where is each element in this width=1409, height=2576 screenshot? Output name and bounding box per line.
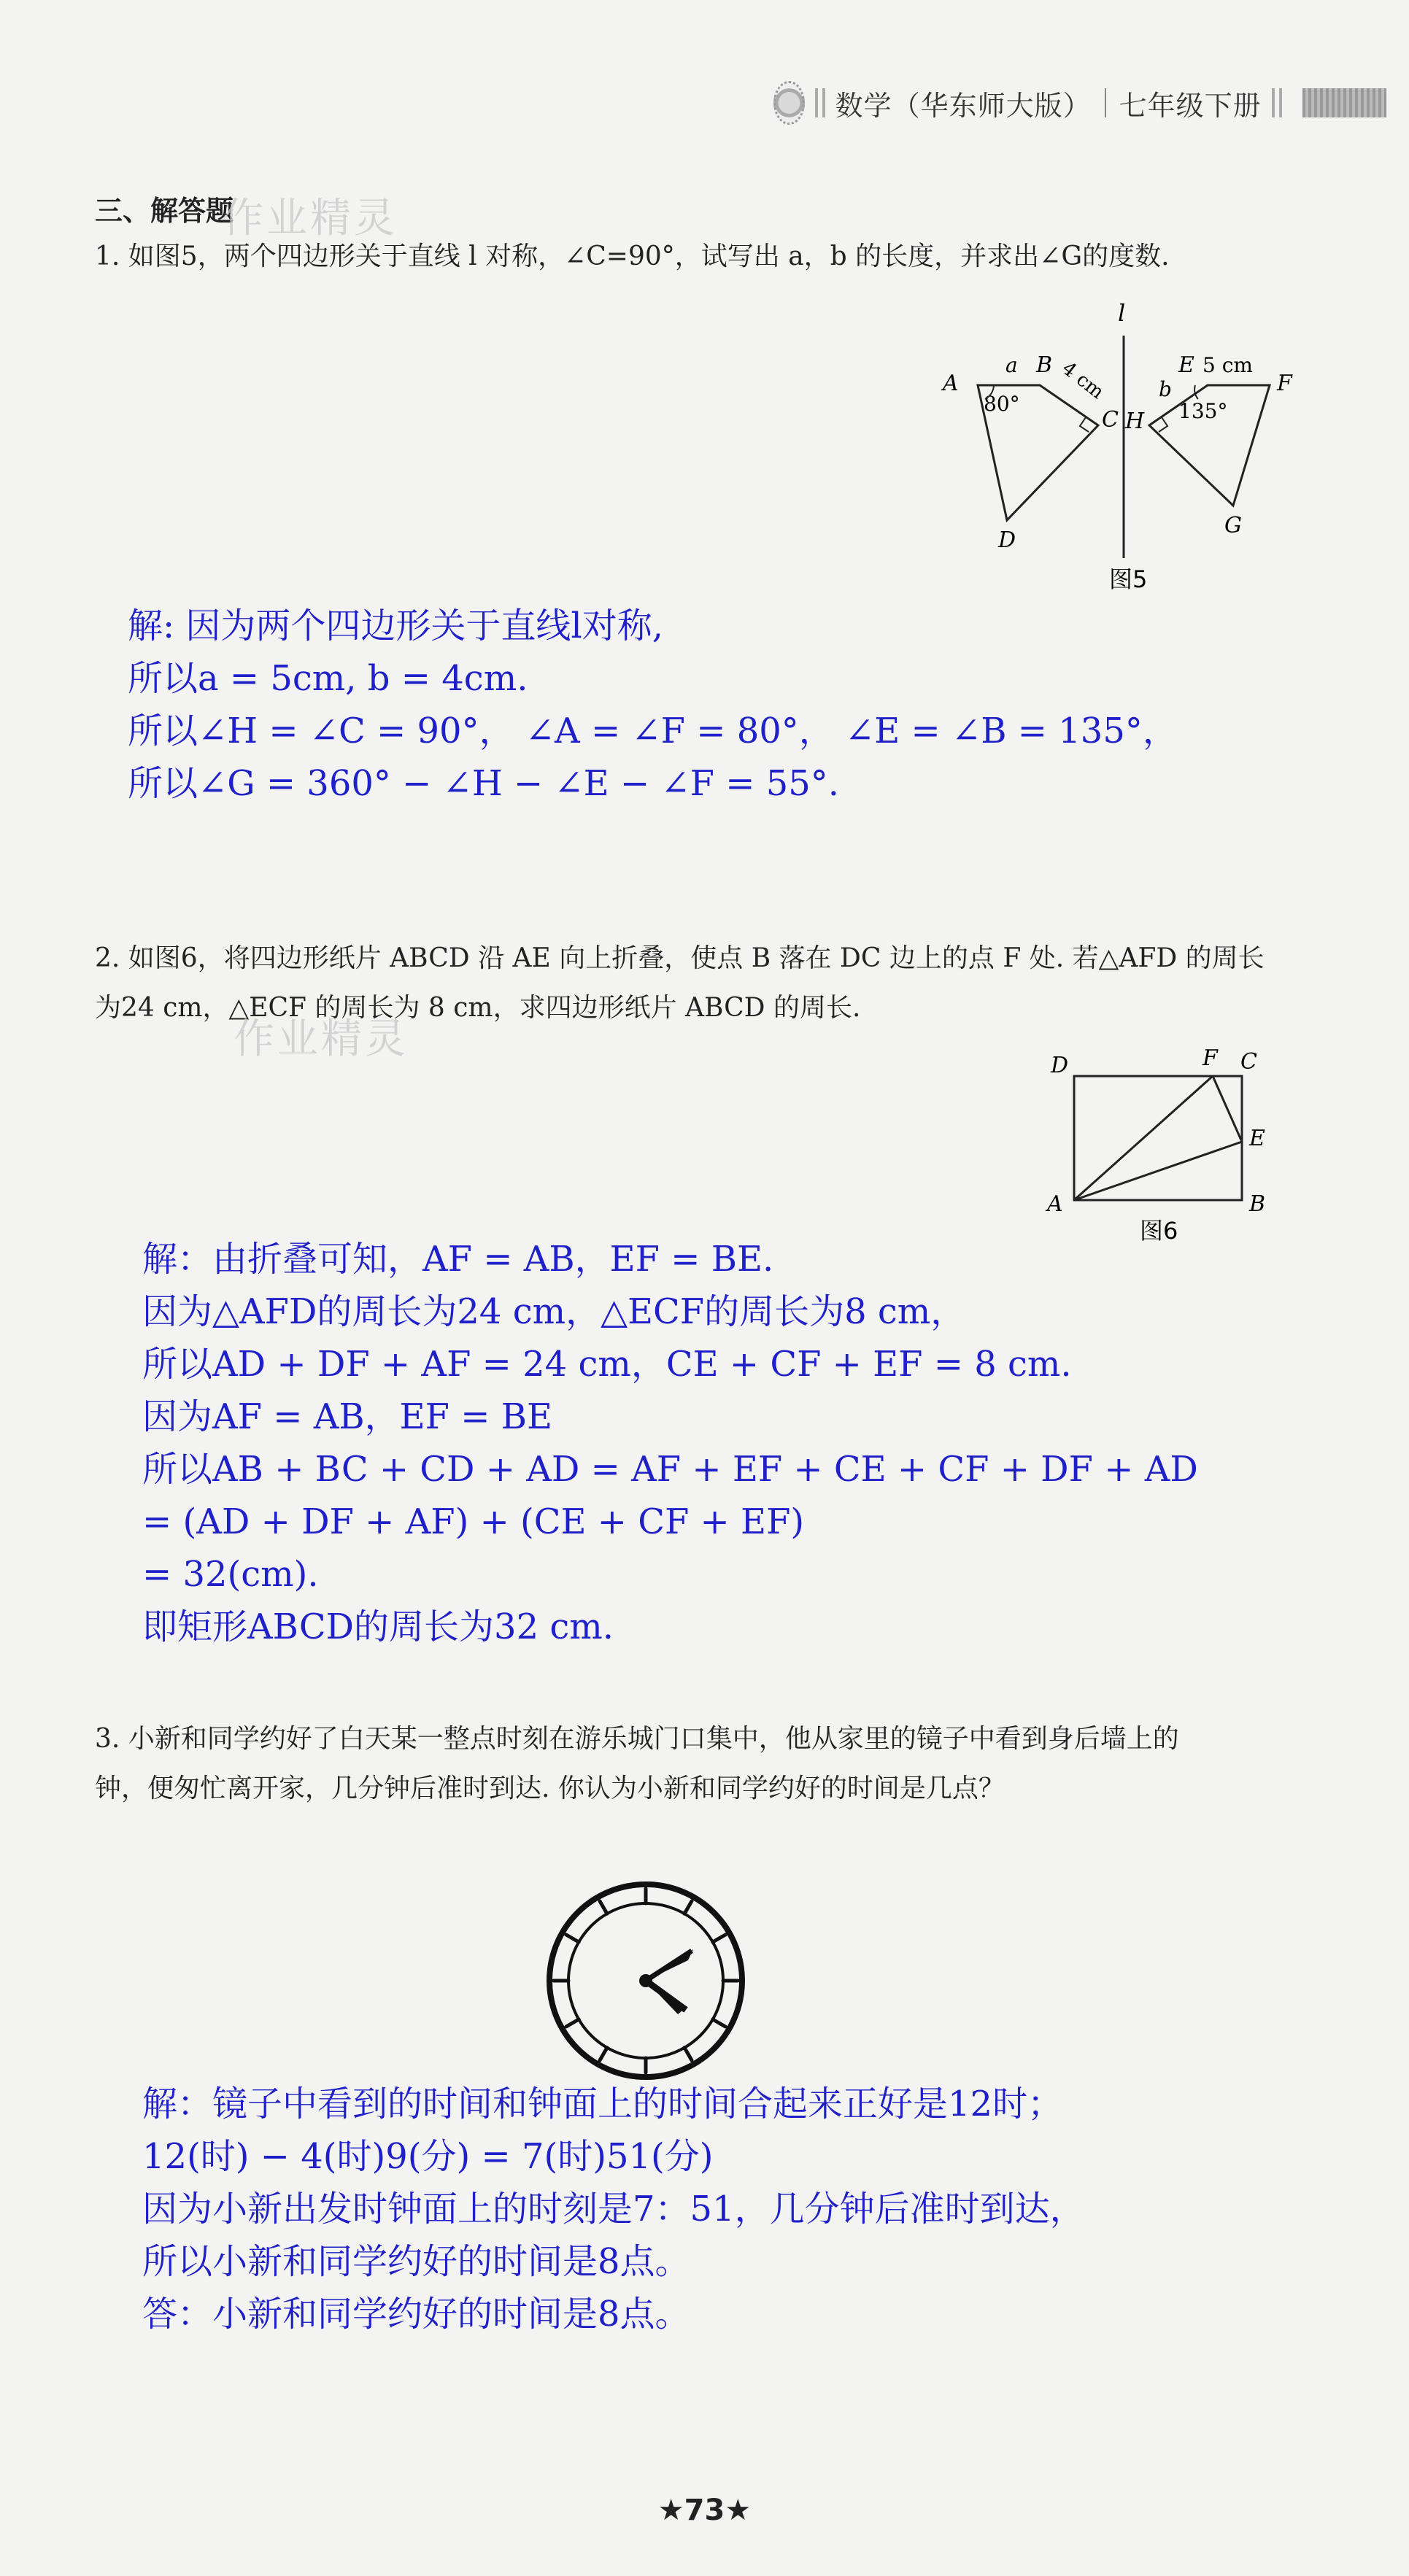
page-header bbox=[773, 77, 1386, 129]
header-divider-bars bbox=[815, 88, 825, 117]
q3-answer-line: 答：小新和同学约好的时间是8点。 bbox=[142, 2294, 690, 2335]
fig6-label-F: F bbox=[1203, 1045, 1218, 1071]
fig5-label-F: F bbox=[1277, 371, 1292, 396]
fig6-label-B: B bbox=[1249, 1191, 1266, 1217]
watermark: 作业精灵 bbox=[223, 195, 398, 242]
q1-answer-line: 所以a = 5cm, b = 4cm. bbox=[128, 658, 528, 699]
q2-answer-line: 因为△AFD的周长为24 cm，△ECF的周长为8 cm， bbox=[142, 1291, 966, 1332]
clock-tick bbox=[600, 2048, 607, 2060]
q2-answer-line: 所以AD + DF + AF = 24 cm，CE + CF + EF = 8 cm. bbox=[142, 1344, 1072, 1385]
header-grade: 七年级下册 bbox=[1119, 89, 1262, 122]
fig5-label-5cm: 5 cm bbox=[1203, 353, 1253, 377]
q2-text-line: 2. 如图6，将四边形纸片 ABCD 沿 AE 向上折叠，使点 B 落在 DC 边上的点 F 处. 若△AFD 的周长 bbox=[95, 943, 1265, 973]
figure-6 bbox=[1036, 1036, 1284, 1248]
fig5-label-C: C bbox=[1102, 407, 1119, 433]
question-3-text bbox=[95, 1714, 1179, 1814]
fig5-label-E: E bbox=[1178, 352, 1194, 378]
clock-tick bbox=[566, 2019, 579, 2027]
fig5-label-b: b bbox=[1159, 377, 1172, 401]
fig5-label-G: G bbox=[1224, 513, 1242, 538]
clock-tick bbox=[600, 1901, 607, 1914]
sun-logo-icon bbox=[773, 81, 805, 125]
q2-answer-line: 所以AB + BC + CD + AD = AF + EF + CE + CF + DF + AD bbox=[142, 1449, 1198, 1490]
clock-tick bbox=[713, 2019, 725, 2027]
fig6-label-E: E bbox=[1249, 1126, 1265, 1151]
question-2-answer bbox=[142, 1233, 1198, 1653]
fig5-label-H: H bbox=[1125, 409, 1145, 434]
header-separator bbox=[1105, 88, 1106, 117]
fig5-caption: 图5 bbox=[1109, 565, 1148, 593]
clock-figure bbox=[544, 1879, 748, 2083]
q1-answer-line: 所以∠H = ∠C = 90°， ∠A = ∠F = 80°， ∠E = ∠B = 135°， bbox=[128, 711, 1178, 751]
q1-answer-line: 所以∠G = 360° − ∠H − ∠E − ∠F = 55°. bbox=[128, 763, 840, 804]
header-divider-bars-right bbox=[1272, 88, 1282, 117]
clock-tick bbox=[684, 1901, 692, 1914]
q3-answer-line: 解：镜子中看到的时间和钟面上的时间合起来正好是12时； bbox=[142, 2084, 1063, 2124]
question-1-answer bbox=[128, 600, 1178, 810]
figure-5 bbox=[927, 288, 1306, 602]
fig6-caption: 图6 bbox=[1140, 1217, 1178, 1245]
q2-answer-line: = (AD + DF + AF) + (CE + CF + EF) bbox=[142, 1501, 805, 1542]
q2-text-line: 为24 cm，△ECF 的周长为 8 cm，求四边形纸片 ABCD 的周长. bbox=[95, 993, 861, 1023]
fig6-label-C: C bbox=[1240, 1049, 1257, 1075]
q3-answer-line: 因为小新出发时钟面上的时刻是7：51，几分钟后准时到达， bbox=[142, 2189, 1085, 2229]
page-number: ★73★ bbox=[657, 2494, 752, 2527]
q2-answer-line: 解：由折叠可知，AF = AB，EF = BE. bbox=[142, 1239, 774, 1280]
q1-answer-line: 解: 因为两个四边形关于直线l对称, bbox=[128, 606, 664, 646]
fig5-label-B: B bbox=[1036, 352, 1053, 378]
fig5-label-A: A bbox=[943, 371, 959, 396]
clock-tick bbox=[713, 1935, 725, 1942]
header-decoration bbox=[1302, 88, 1386, 117]
fig5-angle-135: 135° bbox=[1178, 399, 1228, 423]
q3-text-line: 3. 小新和同学约好了白天某一整点时刻在游乐城门口集中，他从家里的镜子中看到身后墙上的 bbox=[95, 1724, 1179, 1754]
header-subject: 数学（华东师大版） bbox=[835, 89, 1092, 122]
question-1-text: 1. 如图5，两个四边形关于直线 l 对称，∠C=90°，试写出 a，b 的长度，并求出∠G的度数. bbox=[95, 241, 1170, 271]
fig6-label-D: D bbox=[1051, 1053, 1069, 1078]
fig5-label-4cm: 4 cm bbox=[1057, 357, 1108, 404]
fig5-line-label: l bbox=[1118, 299, 1126, 327]
section-title: 三、解答题 bbox=[95, 195, 234, 227]
clock-tick bbox=[684, 2048, 692, 2060]
q3-answer-line: 12(时) − 4(时)9(分) = 7(时)51(分) bbox=[142, 2136, 714, 2177]
q3-answer-line: 所以小新和同学约好的时间是8点。 bbox=[142, 2241, 690, 2282]
q3-text-line: 钟，便匆忙离开家，几分钟后准时到达. 你认为小新和同学约好的时间是几点？ bbox=[95, 1774, 1005, 1803]
q2-answer-line: = 32(cm). bbox=[142, 1554, 319, 1595]
fig5-label-a: a bbox=[1005, 353, 1018, 377]
q2-answer-line: 因为AF = AB，EF = BE bbox=[142, 1396, 553, 1437]
fig5-label-D: D bbox=[998, 527, 1016, 553]
q2-answer-line: 即矩形ABCD的周长为32 cm. bbox=[142, 1606, 614, 1647]
question-3-answer bbox=[142, 2078, 1085, 2340]
watermark: 作业精灵 bbox=[233, 1016, 409, 1063]
fig6-label-A: A bbox=[1047, 1191, 1063, 1217]
fig5-angle-80: 80° bbox=[984, 392, 1020, 416]
clock-tick bbox=[566, 1935, 579, 1942]
